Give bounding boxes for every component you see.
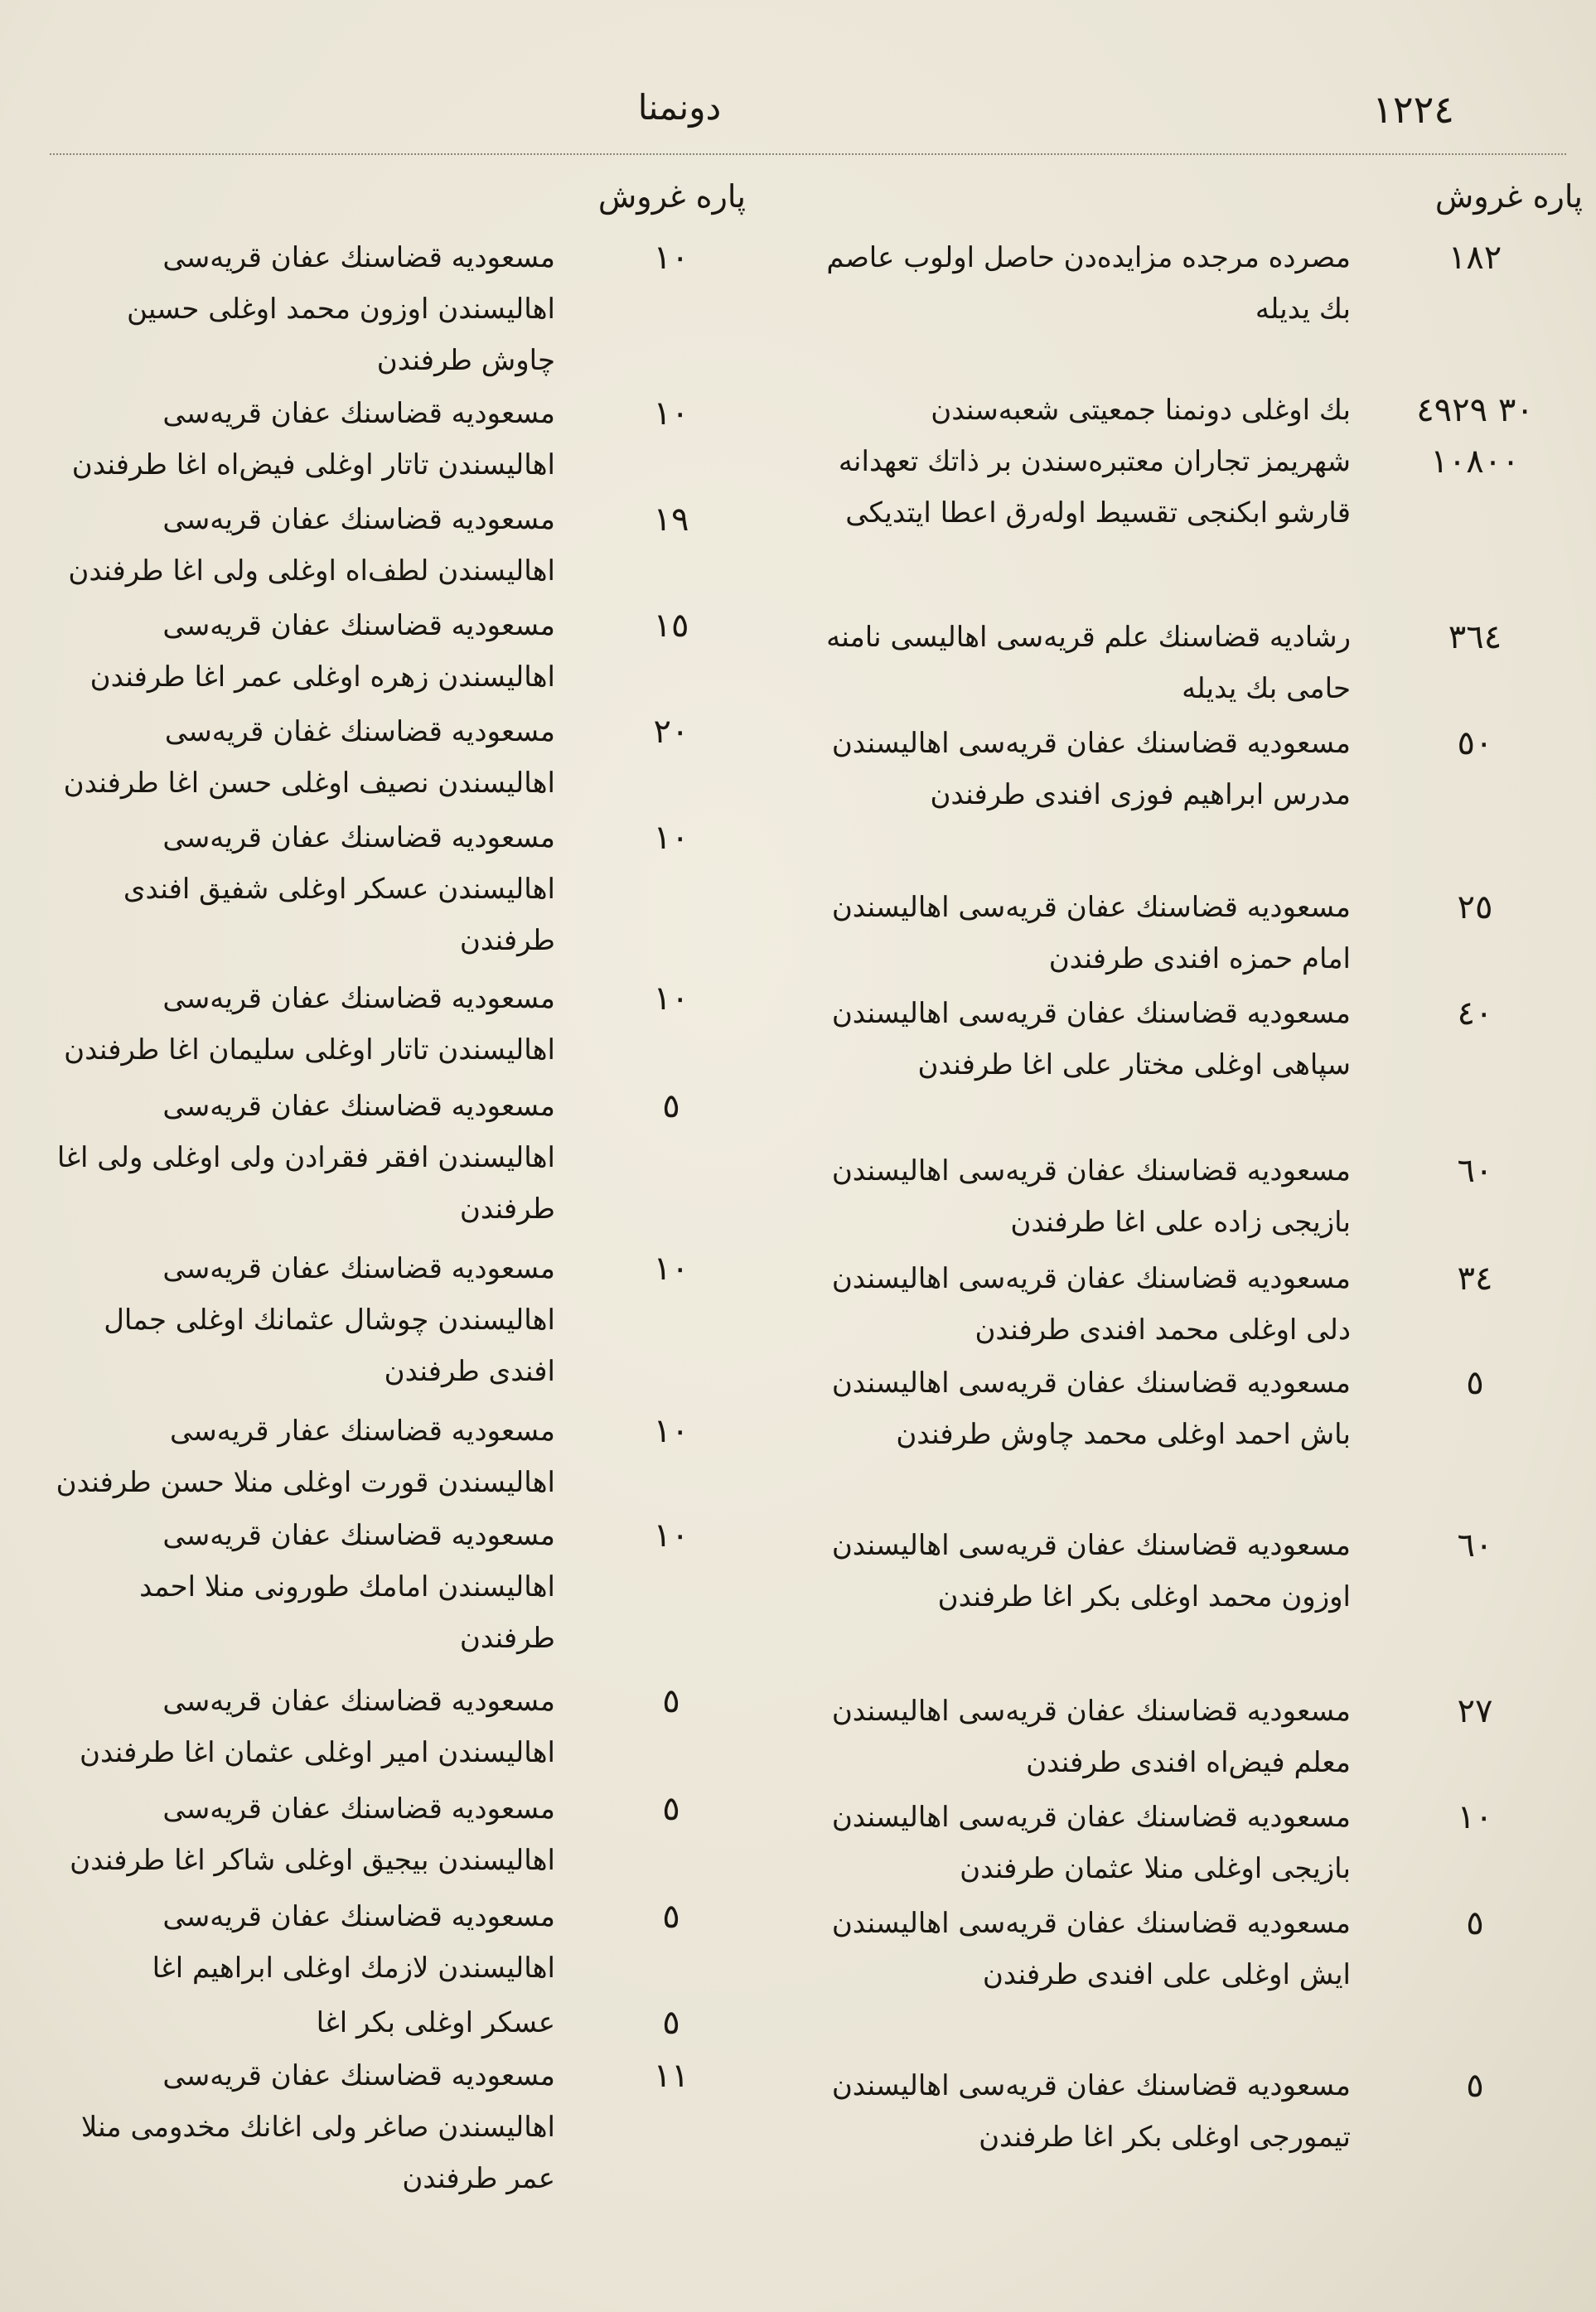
entry-text: مسعوديه قضاسنك عفان قريه‌سی اهاليسندن لطف‌اه اوغلی ولی اغا طرفندن (68, 503, 555, 588)
entry-text: مسعوديه قضاسنك عفان قريه‌سی اهاليسندن سپاهی اوغلی مختار علی اغا طرفندن (831, 997, 1351, 1081)
ledger-entry (50, 812, 762, 973)
ledger-entry (50, 1997, 762, 2050)
ledger-entry (796, 612, 1574, 718)
entry-text: مسعوديه قضاسنك عفان قريه‌سی اهاليسندن بيجيق اوغلی شاكر اغا طرفندن (70, 1792, 555, 1877)
entry-text: شهريمز تجاران معتبره‌سندن بر ذاتك تعهدانه قارشو ابكنجی تقسيط اوله‌رق اعطا ايتديكی (838, 445, 1351, 530)
entry-text: مسعوديه قضاسنك عفان قريه‌سی اهاليسندن امامك طورونی منلا احمد طرفندن (139, 1519, 555, 1655)
ledger-entry (50, 1676, 762, 1783)
ledger-entry (796, 1357, 1574, 1520)
ledger-entry (50, 2050, 762, 2213)
ledger-entry (796, 385, 1574, 436)
header-rule (50, 153, 1566, 155)
entry-amount: ٣٦٤ (1448, 618, 1502, 656)
entry-text: مسعوديه قضاسنك عفان قريه‌سی اهاليسندن امام حمزه افندی طرفندن (831, 891, 1351, 975)
ledger-entry (796, 436, 1574, 612)
entry-amount: ١٠ (653, 239, 689, 277)
entry-text: مسعوديه قضاسنك عفان قريه‌سی اهاليسندن زهره اوغلی عمر اغا طرفندن (89, 609, 555, 694)
ledger-column-right (796, 232, 1574, 2226)
ledger-entry (796, 1253, 1574, 1357)
entry-amount: ٥ (662, 1790, 680, 1828)
ledger-entry (50, 1891, 762, 1997)
entry-amount: ٥٠ (1457, 724, 1493, 762)
entry-amount: ١٠ (653, 394, 689, 433)
entry-text: مسعوديه قضاسنك عفان قريه‌سی اهاليسندن باش احمد اوغلی محمد چاوش طرفندن (831, 1366, 1351, 1451)
entry-text: مسعوديه قضاسنك غفان قريه‌سی اهاليسندن نصيف اوغلی حسن اغا طرفندن (63, 715, 555, 800)
entry-text: مسعوديه قضاسنك عفان قريه‌سی اهاليسندن تاتار اوغلی سليمان اغا طرفندن (64, 982, 555, 1067)
entry-text: مسعوديه قضاسنك عفان قريه‌سی اهاليسندن تاتار اوغلی فيض‌اه اغا طرفندن (71, 397, 555, 481)
entry-text: مسعوديه قضاسنك عفار قريه‌سی اهاليسندن قورت اوغلی منلا حسن طرفندن (56, 1415, 555, 1499)
entry-amount: ١٠ (653, 1516, 689, 1555)
ledger-entry (50, 1510, 762, 1676)
entry-amount: ٦٠ (1457, 1152, 1493, 1190)
ledger-entry (796, 232, 1574, 385)
entry-amount: ١٨٢ (1448, 239, 1502, 277)
entry-amount: ٥ (662, 1087, 680, 1125)
column-heading-left: پاره غروش (597, 178, 746, 215)
entry-text: مسعوديه قضاسنك عفان قريه‌سی اهاليسندن مدرس ابراهيم فوزی افندی طرفندن (831, 727, 1351, 811)
ledger-entry (50, 600, 762, 706)
ledger-entry (796, 718, 1574, 882)
entry-text: عسكر اوغلی بكر اغا (316, 2006, 555, 2039)
entry-text: مسعوديه قضاسنك عفان قريه‌سی اهاليسندن لازمك اوغلی ابراهيم اغا (152, 1900, 555, 1985)
entry-amount: ٥ (662, 1682, 680, 1720)
entry-amount: ٥ (1466, 1904, 1484, 1942)
entry-amount: ١٠ (653, 819, 689, 857)
entry-amount: ١٠ (653, 1412, 689, 1450)
entry-text: مسعوديه قضاسنك عفان قريه‌سی اهاليسندن بازيجی زاده علی اغا طرفندن (831, 1154, 1351, 1239)
entry-text: مسعوديه قضاسنك عفان قريه‌سی اهاليسندن چوشال عثمانك اوغلی جمال افندی طرفندن (104, 1252, 555, 1388)
running-title: دونمنا (637, 87, 722, 128)
entry-amount: ٥ (662, 1898, 680, 1936)
entry-amount: ٢٠ (653, 713, 689, 751)
ledger-entry (796, 1686, 1574, 1792)
entry-text: مسعوديه قضاسنك عفان قريه‌سی اهاليسندن امير اوغلی عثمان اغا طرفندن (80, 1685, 555, 1769)
column-heading-right: پاره غروش (1434, 178, 1583, 215)
entry-amount: ٥ (1466, 2067, 1484, 2105)
ledger-entry (796, 2060, 1574, 2226)
ledger-entry (796, 1145, 1574, 1253)
ledger-column-left (50, 232, 762, 2213)
entry-amount: ١٠ (653, 1250, 689, 1288)
entry-text: مسعوديه قضاسنك عفان قريه‌سی اهاليسندن بازيجی اوغلی منلا عثمان طرفندن (831, 1801, 1351, 1885)
entry-amount: ١٩ (653, 501, 689, 539)
ledger-entry (50, 1081, 762, 1243)
ledger-entry (796, 882, 1574, 988)
entry-text: بك اوغلی دونمنا جمعيتی شعبه‌سندن (931, 394, 1351, 427)
ledger-entry (50, 494, 762, 600)
ledger-entry (796, 1898, 1574, 2060)
entry-text: مسعوديه قضاسنك عفان قريه‌سی اهاليسندن عسكر اوغلی شفيق افندی طرفندن (123, 821, 555, 957)
ledger-entry (50, 1405, 762, 1510)
entry-amount: ٥ (662, 2004, 680, 2042)
entry-amount: ٣٠ ٤٩٢٩ (1416, 391, 1534, 429)
ledger-entry (50, 1783, 762, 1891)
page-number: ١٢٢٤ (1372, 87, 1454, 132)
entry-amount: ١٠ (1457, 1798, 1493, 1836)
entry-amount: ٢٥ (1457, 888, 1493, 926)
entry-amount: ٥ (1466, 1364, 1484, 1402)
entry-amount: ٤٠ (1457, 994, 1493, 1033)
entry-text: مسعوديه قضاسنك عفان قريه‌سی اهاليسندن اوزون محمد اوغلی حسين چاوش طرفندن (126, 241, 555, 377)
entry-amount: ٢٧ (1457, 1692, 1493, 1730)
ledger-entry (50, 232, 762, 388)
entry-amount: ١٠ (653, 979, 689, 1018)
entry-amount: ٦٠ (1457, 1526, 1493, 1565)
entry-amount: ١٠٨٠٠ (1430, 443, 1520, 481)
entry-amount: ٣٤ (1457, 1260, 1493, 1298)
entry-text: مسعوديه قضاسنك عفان قريه‌سی اهاليسندن اوزون محمد اوغلی بكر اغا طرفندن (831, 1529, 1351, 1613)
entry-text: مسعوديه قضاسنك عفان قريه‌سی اهاليسندن ايش اوغلی علی افندی طرفندن (831, 1907, 1351, 1991)
entry-text: مسعوديه قضاسنك عفان قريه‌سی اهاليسندن افقر فقرادن ولی اوغلی ولی اغا طرفندن (56, 1090, 555, 1226)
ledger-entry (50, 1243, 762, 1405)
entry-text: مسعوديه قضاسنك عفان قريه‌سی اهاليسندن صاغر ولی اغانك مخدومی منلا عمر طرفندن (80, 2059, 555, 2195)
ledger-entry (50, 973, 762, 1081)
entry-text: مسعوديه قضاسنك عفان قريه‌سی اهاليسندن معلم فيض‌اه افندی طرفندن (831, 1695, 1351, 1779)
ledger-entry (50, 388, 762, 494)
ledger-entry (796, 1792, 1574, 1898)
ledger-entry (50, 706, 762, 812)
entry-text: مصرده مرجده مزايده‌دن حاصل اولوب عاصم بك يديله (826, 241, 1351, 326)
entry-text: مسعوديه قضاسنك عفان قريه‌سی اهاليسندن دلی اوغلی محمد افندی طرفندن (831, 1262, 1351, 1347)
ledger-entry (796, 1520, 1574, 1686)
entry-amount: ١١ (653, 2057, 689, 2095)
entry-text: رشاديه قضاسنك علم قريه‌سی اهاليسی نامنه حامی بك يديله (826, 621, 1351, 705)
entry-text: مسعوديه قضاسنك عفان قريه‌سی اهاليسندن تيمورجی اوغلی بكر اغا طرفندن (831, 2069, 1351, 2154)
ledger-entry (796, 988, 1574, 1145)
entry-amount: ١٥ (653, 607, 689, 645)
